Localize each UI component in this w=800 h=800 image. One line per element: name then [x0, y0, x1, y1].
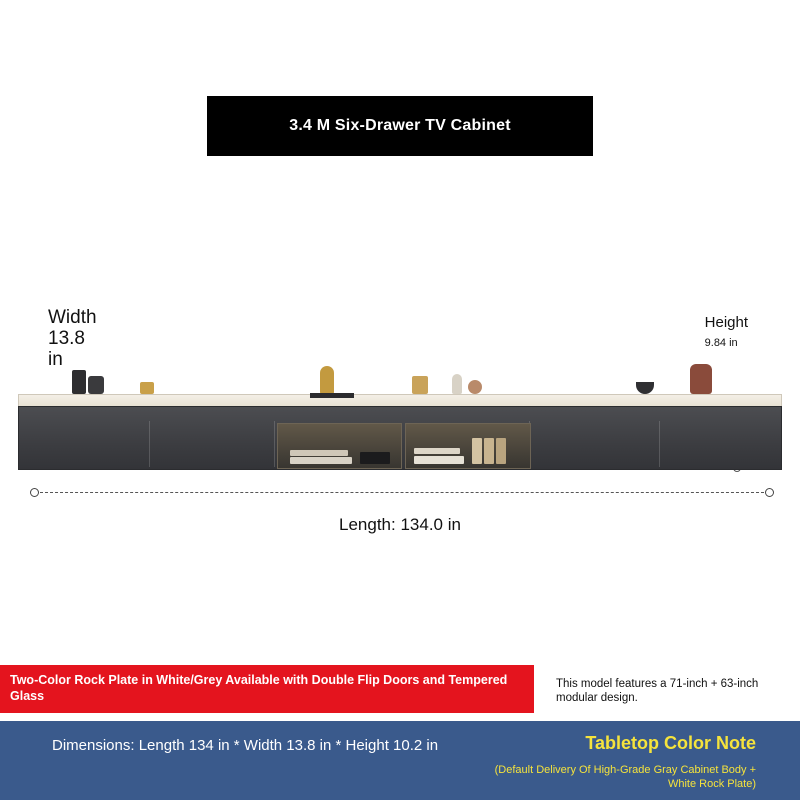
length-rule: [40, 492, 764, 493]
length-marker-right: [765, 488, 774, 497]
decor-books: [310, 393, 354, 398]
glass-door-section-left: [277, 423, 402, 469]
shelf-item: [496, 438, 506, 464]
shelf-item: [414, 456, 464, 464]
shelf-item: [290, 457, 352, 464]
width-label-line2: 13.8: [48, 328, 85, 349]
width-label-line1: Width: [48, 307, 97, 328]
decor-figurine: [690, 364, 712, 394]
decor-gold-statue: [320, 366, 334, 394]
length-dimension-line: [30, 492, 774, 494]
drawer-divider: [149, 421, 150, 467]
length-marker-left: [30, 488, 39, 497]
footer-band: [0, 721, 800, 800]
feature-banner: Two-Color Rock Plate in White/Grey Available with Double Flip Doors and Tempered Glass: [0, 665, 534, 713]
shelf-item: [414, 448, 460, 454]
shelf-item: [290, 450, 348, 456]
cabinet-body: [18, 406, 782, 470]
product-illustration: [0, 290, 800, 520]
height-label-title: Height: [704, 314, 748, 331]
decor-fruit-bowl: [636, 382, 654, 394]
model-note: This model features a 71-inch + 63-inch modular design.: [556, 678, 759, 704]
shelf-item: [484, 438, 494, 464]
height-label-value: 9.84 in: [704, 337, 738, 349]
drawer-divider: [659, 421, 660, 467]
color-note-title: Tabletop Color Note: [585, 733, 756, 753]
title-banner: [207, 96, 593, 156]
color-note-subtitle: (Default Delivery Of High-Grade Gray Cabinet Body + White Rock Plate): [494, 764, 756, 790]
decor-bowl: [468, 380, 482, 394]
decor-kettle: [88, 376, 104, 394]
glass-door-section-right: [405, 423, 531, 469]
decor-vase: [452, 374, 462, 394]
shelf-item: [472, 438, 482, 464]
decor-coffee-set: [72, 370, 86, 394]
width-dimension-label: [48, 307, 138, 370]
page-title: 3.4 M Six-Drawer TV Cabinet: [289, 117, 511, 134]
height-dimension-label: [705, 314, 748, 349]
shelf-item: [360, 452, 390, 464]
dimensions-summary: Dimensions: Length 134 in * Width 13.8 in * Height 10.2 in: [52, 737, 439, 754]
width-label-line3: in: [48, 349, 63, 370]
decor-gold-box: [140, 382, 154, 394]
tv-cabinet-drawing: [18, 394, 782, 470]
drawer-divider: [274, 421, 275, 467]
rock-plate-top: [18, 394, 782, 406]
decor-gift-box: [412, 376, 428, 394]
length-dimension-label: Length: 134.0 in: [339, 515, 461, 534]
